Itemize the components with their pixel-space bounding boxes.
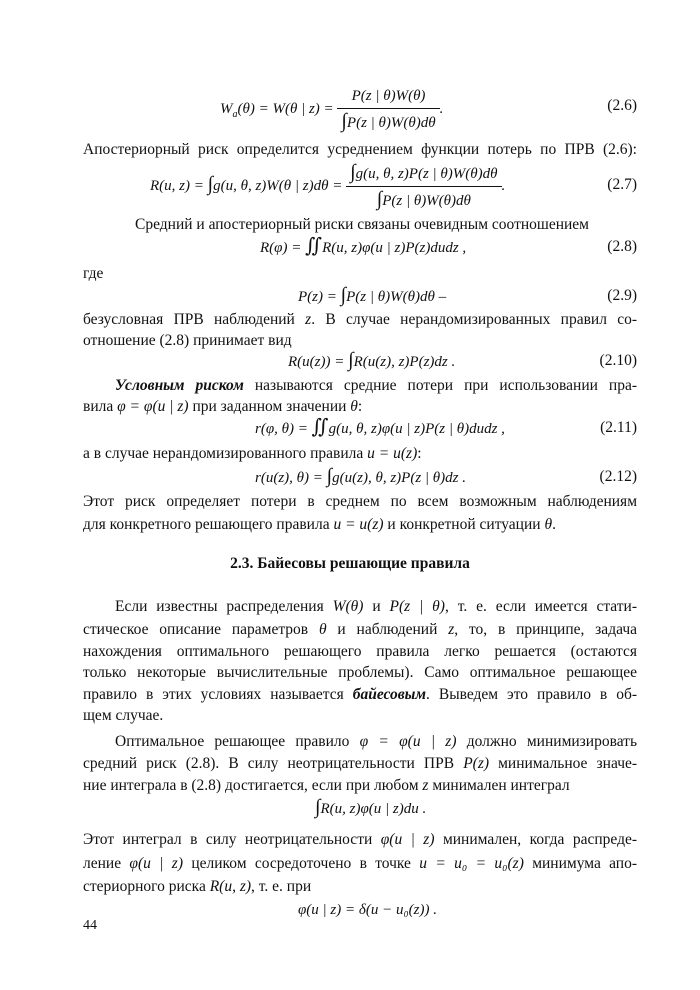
text-line: щем случае.	[83, 707, 164, 724]
equation-2-7: R(u, z) = ∫g(u, θ, z)W(θ | z)dθ = $\frac{\int g(u, \theta, z)P(z | \theta)W(\theta)d\theta}{\int P(z | \theta)W(\theta)d\theta}$ .	[150, 161, 506, 210]
equation-2-8: R(φ) = ∬R(u, z)φ(u | z)P(z)dudz ,	[260, 235, 467, 257]
text-line: ление φ(u | z) целиком сосредоточено в точке u = u₀ = u₀(z) минимума апо-	[83, 855, 638, 872]
equation-2-12: r(u(z), θ) = ∫g(u(z), θ, z)P(z | θ)dz .	[255, 465, 466, 487]
text-line: Апостериорный риск определится усреднением функции потерь по ПРВ (2.6):	[83, 141, 637, 158]
equation-number: (2.7)	[607, 176, 637, 193]
text-line: Если известны распределения W(θ) и P(z | θ), т. е. если имеется стати-	[115, 598, 638, 615]
equation-number: (2.8)	[607, 238, 637, 255]
equation-2-11: r(φ, θ) = ∬g(u, θ, z)φ(u | z)P(z | θ)dudz ,	[255, 416, 505, 438]
text-line: Этот риск определяет потери в среднем по всем возможным наблюдениям	[83, 493, 637, 510]
equation-number: (2.10)	[599, 352, 637, 369]
text-line: Условным риском называются средние потери при использовании пра-	[115, 377, 637, 394]
equation-2-6: $W_a(\theta) = W(\theta$ | z) = $\frac{P(z | \theta)W(\theta)}{\int P(z | \theta)W(\theta)d\theta}$ .	[220, 88, 444, 132]
equation-number: (2.9)	[607, 287, 637, 304]
equation-2-10: R(u(z)) = ∫R(u(z), z)P(z)dz .	[288, 349, 456, 371]
equation-number: (2.12)	[599, 468, 637, 485]
text-line: вила φ = φ(u | z) при заданном значении θ:	[83, 398, 363, 415]
equation-2-9: P(z) = ∫P(z | θ)W(θ)dθ –	[298, 284, 447, 306]
text-line: а в случае нерандомизированного правила u = u(z):	[83, 445, 422, 462]
text-line: Этот интеграл в силу неотрицательности φ(u | z) минимален, когда распреде-	[83, 831, 638, 848]
text-line: средний риск (2.8). В силу неотрицательности ПРВ P(z) минимальное значе-	[83, 755, 638, 772]
equation-number: (2.11)	[600, 419, 637, 436]
text-line: стическое описание параметров θ и наблюдений z, то, в принципе, задача	[83, 621, 638, 638]
text-line: Средний и апостериорный риски связаны очевидным соотношением	[135, 216, 589, 233]
text-line: отношение (2.8) принимает вид	[83, 332, 292, 349]
text-line: правило в этих условиях называется байесовым. Выведем это правило в об-	[83, 686, 637, 703]
text-line: безусловная ПРВ наблюдений z. В случае нерандомизированных правил со-	[83, 311, 637, 328]
section-heading: 2.3. Байесовы решающие правила	[230, 555, 470, 572]
text-line: ние интеграла в (2.8) достигается, если при любом z минимален интеграл	[83, 777, 570, 794]
text-line: нахождения оптимального решающего правила легко решается (остаются	[83, 643, 637, 660]
final-equation: φ(u | z) = δ(u − u₀(z)) .	[298, 902, 437, 918]
text-line: для конкретного решающего правила u = u(z) и конкретной ситуации θ.	[83, 516, 556, 533]
text-line: только некоторые вычислительные проблемы). Само оптимальное решающее	[83, 664, 637, 681]
text-line: Оптимальное решающее правило φ = φ(u | z) должно минимизировать	[115, 733, 638, 750]
integral-expression: ∫R(u, z)φ(u | z)du .	[315, 796, 427, 818]
page-number: 44	[83, 918, 97, 933]
text-line: где	[83, 265, 104, 282]
equation-number: (2.6)	[607, 97, 637, 114]
text-line: стериорного риска R(u, z), т. е. при	[83, 878, 312, 895]
